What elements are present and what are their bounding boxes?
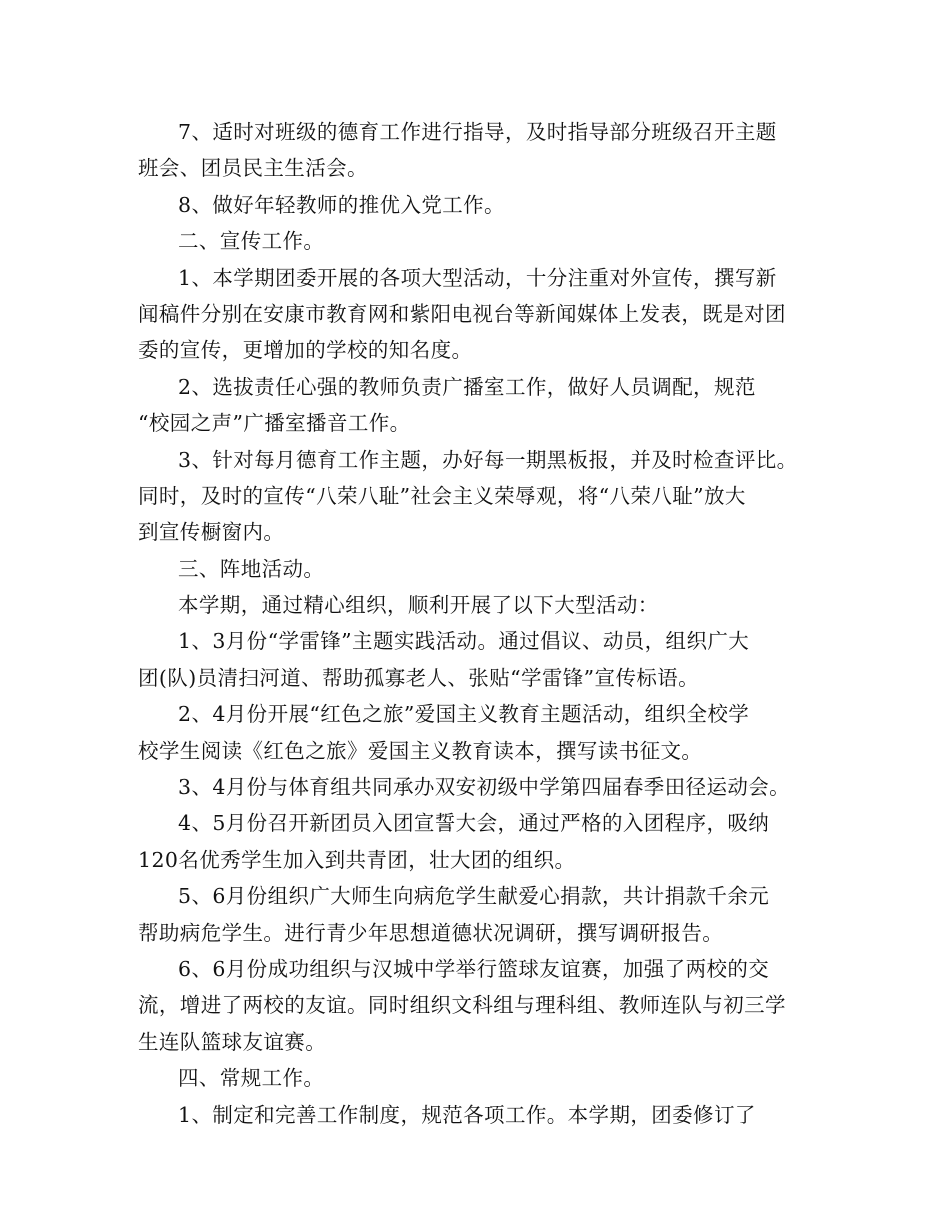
text-line: 本学期，通过精心组织，顺利开展了以下大型活动： xyxy=(178,593,659,618)
text-line: 流，增进了两校的友谊。同时组织文科组与理科组、教师连队与初三学 xyxy=(138,993,786,1018)
text-line: 四、常规工作。 xyxy=(178,1066,325,1091)
text-line: 5、6月份组织广大师生向病危学生献爱心捐款，共计捐款千余元 xyxy=(178,884,770,909)
text-line: 3、4月份与体育组共同承办双安初级中学第四届春季田径运动会。 xyxy=(178,775,791,800)
text-line: 二、宣传工作。 xyxy=(178,229,325,254)
text-line: 1、制定和完善工作制度，规范各项工作。本学期，团委修订了 xyxy=(178,1102,756,1127)
text-line: 班会、团员民主生活会。 xyxy=(138,156,368,181)
text-line: 120名优秀学生加入到共青团，壮大团的组织。 xyxy=(138,847,576,872)
document-page xyxy=(138,114,828,1133)
text-line: 6、6月份成功组织与汉城中学举行篮球友谊赛，加强了两校的交 xyxy=(178,956,770,981)
text-line: 帮助病危学生。进行青少年思想道德状况调研，撰写调研报告。 xyxy=(138,920,724,945)
text-line: 4、5月份召开新团员入团宣誓大会，通过严格的入团程序，吸纳 xyxy=(178,811,770,836)
text-line: “校园之声”广播室播音工作。 xyxy=(138,411,411,436)
text-line: 三、阵地活动。 xyxy=(178,556,325,581)
text-line: 8、做好年轻教师的推优入党工作。 xyxy=(178,192,505,217)
text-line: 同时，及时的宣传“八荣八耻”社会主义荣辱观，将“八荣八耻”放大 xyxy=(138,483,746,508)
text-line: 委的宣传，更增加的学校的知名度。 xyxy=(138,338,473,363)
text-line: 1、本学期团委开展的各项大型活动，十分注重对外宣传，撰写新 xyxy=(178,265,777,290)
text-line: 2、4月份开展“红色之旅”爱国主义教育主题活动，组织全校学 xyxy=(178,702,750,727)
text-line: 到宣传橱窗内。 xyxy=(138,520,285,545)
text-line: 校学生阅读《红色之旅》爱国主义教育读本，撰写读书征文。 xyxy=(138,738,703,763)
text-line: 团(队)员清扫河道、帮助孤寡老人、张贴“学雷锋”宣传标语。 xyxy=(138,665,700,690)
text-line: 3、针对每月德育工作主题，办好每一期黑板报，并及时检查评比。 xyxy=(178,447,798,472)
text-line: 2、选拔责任心强的教师负责广播室工作，做好人员调配，规范 xyxy=(178,374,756,399)
text-line: 7、适时对班级的德育工作进行指导，及时指导部分班级召开主题 xyxy=(178,120,777,144)
text-line: 生连队篮球友谊赛。 xyxy=(138,1029,327,1054)
text-line: 闻稿件分别在安康市教育网和紫阳电视台等新闻媒体上发表，既是对团 xyxy=(138,301,786,326)
text-line: 1、3月份“学雷锋”主题实践活动。通过倡议、动员，组织广大 xyxy=(178,629,750,654)
